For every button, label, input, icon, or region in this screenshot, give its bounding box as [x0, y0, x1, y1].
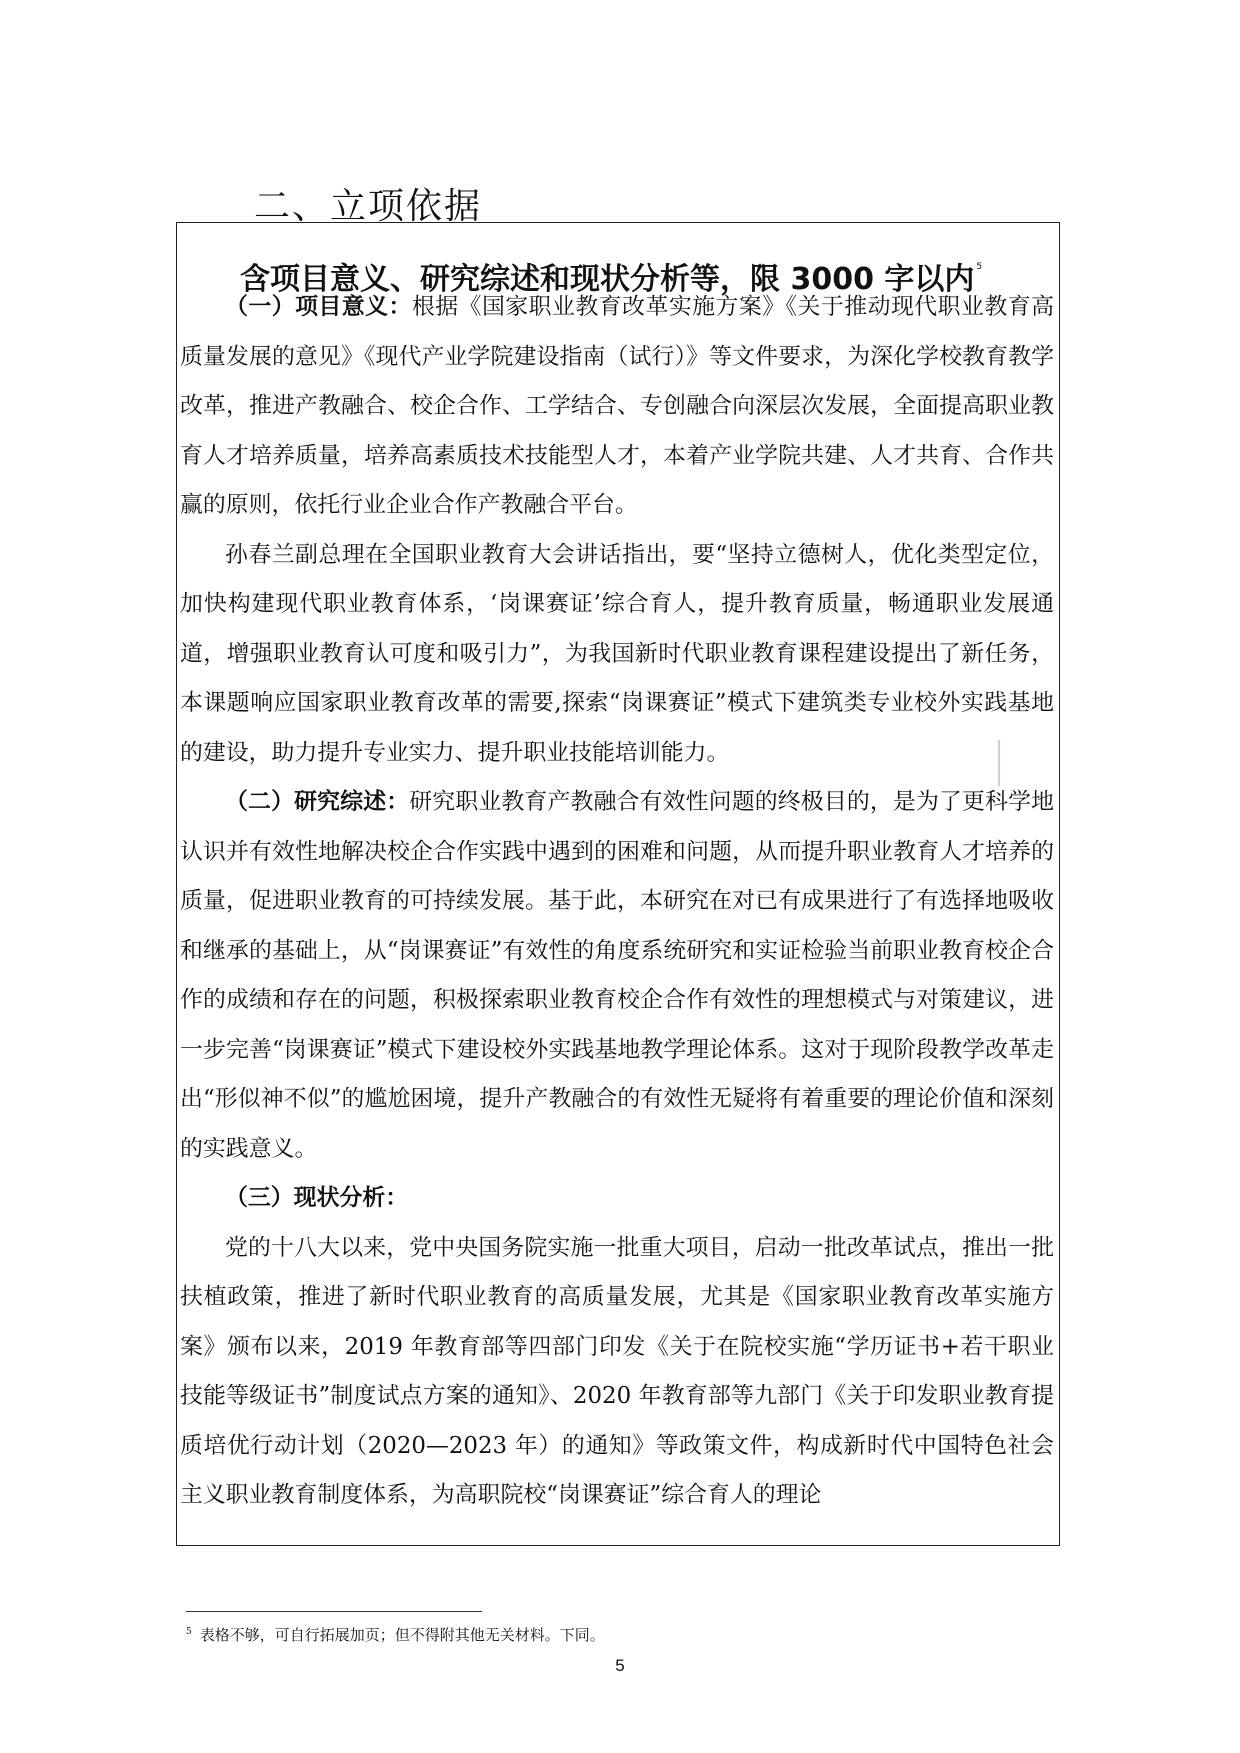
- section-heading: 二、立项依据: [254, 186, 483, 227]
- paragraph-significance: [180, 283, 1054, 531]
- footnote-ref: 5: [976, 262, 983, 272]
- text-cursor: [998, 740, 1000, 786]
- section-label-significance: （一）项目意义：: [225, 294, 412, 320]
- paragraph-text: 研究职业教育产教融合有效性问题的终极目的，是为了更科学地认识并有效性地解决校企合作实践中遇到的困难和问题，从而提升职业教育人才培养的质量，促进职业教育的可持续发展。基于此，本研究在对已有成果进行了有选择地吸收和继承的基础上，从“岗课赛证”有效性的角度系统研究和实证检验当前职业教育校企合作的成绩和存在的问题，积极探索职业教育校企合作有效性的理想模式与对策建议，进一步完善“岗课赛证”模式下建设校外实践基地教学理论体系。这对于现阶段教学改革走出“形似神不似”的尴尬困境，提升产教融合的有效性无疑将有着重要的理论价值和深刻的实践意义。: [180, 789, 1055, 1162]
- paragraph-text: 根据《国家职业教育改革实施方案》《关于推动现代职业教育高质量发展的意见》《现代产业学院建设指南（试行）》等文件要求，为深化学校教育教学改革，推进产教融合、校企合作、工学结合、专创融合向深层次发展，全面提高职业教育人才培养质量，培养高素质技术技能型人才，本着产业学院共建、人才共育、合作共赢的原则，依托行业企业合作产教融合平台。: [180, 294, 1054, 518]
- section-label-review: （二）研究综述：: [225, 789, 410, 815]
- body-text: [180, 283, 1054, 1521]
- paragraph-speech: [180, 531, 1054, 779]
- section-label-status: （三）现状分析：: [225, 1185, 409, 1211]
- page-number: 5: [615, 1656, 625, 1675]
- paragraph-review: [180, 778, 1054, 1174]
- box-title-text: 含项目意义、研究综述和现状分析等，限 3000 字以内: [240, 262, 975, 297]
- paragraph-status-heading: [180, 1174, 1054, 1224]
- paragraph-text: 孙春兰副总理在全国职业教育大会讲话指出，要“坚持立德树人，优化类型定位，加快构建现代职业教育体系，‘岗课赛证’综合育人，提升教育质量，畅通职业发展通道，增强职业教育认可度和吸引力”，为我国新时代职业教育课程建设提出了新任务，本课题响应国家职业教育改革的需要,探索“岗课赛证”模式下建筑类专业校外实践基地的建设，助力提升专业实力、提升职业技能培训能力。: [180, 541, 1054, 766]
- footnote-marker: 5: [186, 1627, 192, 1637]
- footnote-text: 表格不够，可自行拓展加页；但不得附其他无关材料。下同。: [199, 1626, 605, 1644]
- paragraph-text: 党的十八大以来，党中央国务院实施一批重大项目，启动一批改革试点，推出一批扶植政策，推进了新时代职业教育的高质量发展，尤其是《国家职业教育改革实施方案》颁布以来，2019 年教育部等四部门印发《关于在院校实施“学历证书+若干职业技能等级证书”制度试点方案的通知》、2020 年教育部等九部门《关于印发职业教育提质培优行动计划（2020—2023 年）的通知》等政策文件，构成新时代中国特色社会主义职业教育制度体系，为高职院校“岗课赛证”综合育人的理论: [180, 1234, 1054, 1508]
- paragraph-status: [180, 1224, 1054, 1521]
- footnote-divider: [186, 1611, 482, 1612]
- footnote: [186, 1624, 605, 1645]
